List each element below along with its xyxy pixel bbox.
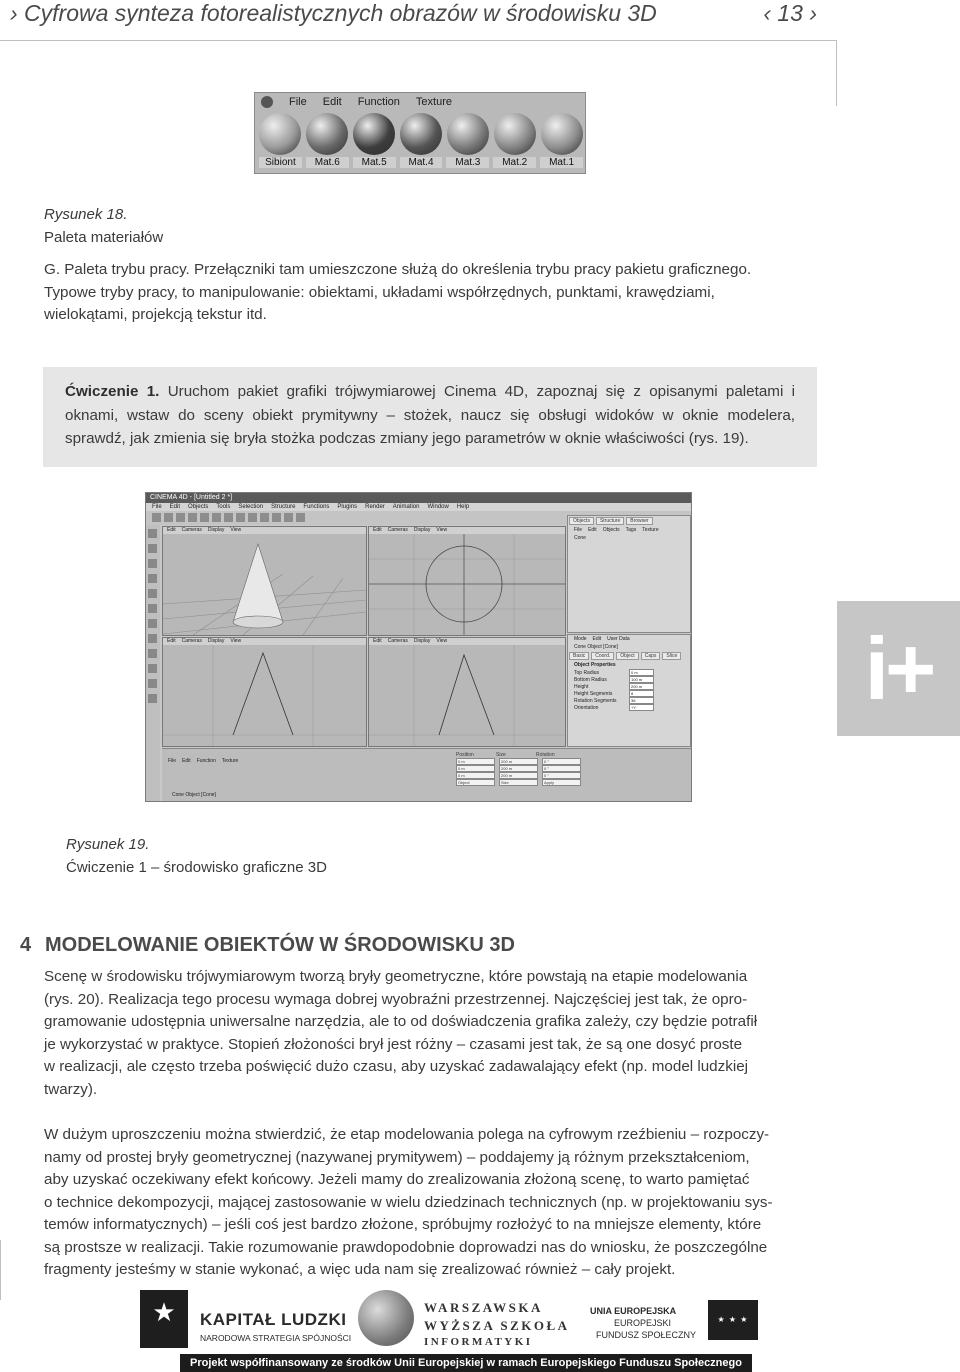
star-icon: ★ bbox=[152, 1297, 176, 1327]
c4d-menu-item[interactable]: Objects bbox=[188, 504, 209, 510]
coord-header-position: Position bbox=[456, 751, 474, 758]
ue-title: UNIA EUROPEJSKA bbox=[590, 1306, 677, 1316]
footer-rule bbox=[0, 1240, 1, 1300]
tool-deformer-icon[interactable] bbox=[284, 513, 293, 522]
mm-menu-texture[interactable]: Texture bbox=[221, 758, 239, 764]
menu-function[interactable]: Function bbox=[357, 96, 400, 108]
material-ball-icon bbox=[259, 113, 301, 155]
am-menu-userdata[interactable]: User Data bbox=[607, 636, 630, 642]
tab-browser[interactable]: Browser bbox=[626, 517, 652, 525]
mm-menu-edit[interactable]: Edit bbox=[182, 758, 191, 764]
om-menu-objects[interactable]: Objects bbox=[602, 527, 620, 533]
material-palette-menubar bbox=[255, 93, 585, 111]
c4d-menu-item[interactable]: Selection bbox=[238, 504, 264, 510]
tab-objects[interactable]: Objects bbox=[569, 517, 594, 525]
attribute-manager bbox=[567, 634, 691, 747]
om-menu-texture[interactable]: Texture bbox=[642, 527, 659, 533]
figure19-number: Rysunek 19. bbox=[66, 836, 150, 853]
c4d-menu-item[interactable]: Help bbox=[456, 504, 470, 510]
page-number: ‹ 13 › bbox=[763, 0, 817, 26]
coord-row bbox=[452, 758, 688, 765]
c4d-menu-item[interactable]: Render bbox=[365, 504, 385, 510]
material-label: Mat.3 bbox=[446, 157, 489, 168]
mode-points-icon[interactable] bbox=[148, 589, 157, 598]
tab-structure[interactable]: Structure bbox=[596, 517, 624, 525]
property-row bbox=[568, 690, 690, 697]
tool-world-icon[interactable] bbox=[236, 513, 245, 522]
wsi-line-1: WARSZAWSKA bbox=[424, 1300, 543, 1315]
coord-headers bbox=[452, 751, 688, 758]
property-row bbox=[568, 697, 690, 704]
mode-polygons-icon[interactable] bbox=[148, 619, 157, 628]
property-label: Top Radius bbox=[574, 669, 600, 676]
om-menu-tags[interactable]: Tags bbox=[625, 527, 637, 533]
coord-fields bbox=[452, 758, 688, 779]
mode-workplane-icon[interactable] bbox=[148, 664, 157, 673]
c4d-menu-item[interactable]: Structure bbox=[271, 504, 296, 510]
top-view-scene bbox=[369, 534, 565, 635]
c4d-menu-item[interactable]: Functions bbox=[303, 504, 330, 510]
funding-footer-bar: Projekt współfinansowany ze środków Unii Europejskiej w ramach Europejskiego Funduszu Społecznego bbox=[180, 1354, 752, 1372]
property-value-field[interactable]: 200 m bbox=[629, 683, 654, 690]
am-menu-mode[interactable]: Mode bbox=[574, 636, 587, 642]
tool-nurbs-icon[interactable] bbox=[272, 513, 281, 522]
bottom-panels bbox=[162, 748, 691, 801]
paragraph-line: aby uzyskać oczekiwany efekt końcowy. Jeżeli mamy do zrealizowania złożoną scenę, to warto pamiętać bbox=[44, 1171, 750, 1188]
material-swatch[interactable] bbox=[540, 113, 583, 168]
c4d-window-title: CINEMA 4D - [Untitled 2 *] bbox=[146, 493, 691, 503]
ue-line-2: FUNDUSZ SPOŁECZNY bbox=[596, 1330, 697, 1340]
viewport-menubar bbox=[163, 527, 366, 534]
menu-edit[interactable]: Edit bbox=[322, 96, 342, 108]
material-list bbox=[255, 111, 585, 168]
ue-line-1: EUROPEJSKI bbox=[614, 1318, 672, 1328]
tool-move-icon[interactable] bbox=[164, 513, 173, 522]
section-title: MODELOWANIE OBIEKTÓW W ŚRODOWISKU 3D bbox=[45, 934, 515, 956]
wsi-line-3: INFORMATYKI bbox=[424, 1336, 533, 1348]
menu-file[interactable]: File bbox=[289, 96, 307, 108]
coord-field[interactable]: 0 ° bbox=[542, 758, 581, 765]
paragraph-g-line: G. Paleta trybu pracy. Przełączniki tam umieszczone służą do określenia trybu pracy pakietu graficznego. bbox=[44, 261, 752, 278]
property-value-field[interactable]: 100 m bbox=[629, 676, 654, 683]
apply-button[interactable]: Apply bbox=[542, 779, 581, 786]
material-swatch[interactable] bbox=[400, 113, 443, 168]
mode-model-icon[interactable] bbox=[148, 529, 157, 538]
vp-menu-view[interactable]: View bbox=[436, 527, 448, 533]
kapital-ludzki-subtitle: NARODOWA STRATEGIA SPÓJNOŚCI bbox=[200, 1333, 352, 1343]
cinema4d-icon bbox=[261, 96, 273, 108]
vp-menu-cameras[interactable]: Cameras bbox=[181, 527, 202, 533]
tab-coord[interactable]: Coord. bbox=[591, 652, 614, 660]
object-list-item[interactable] bbox=[568, 534, 690, 542]
c4d-menu-item[interactable]: Edit bbox=[169, 504, 181, 510]
mode-lock-icon[interactable] bbox=[148, 679, 157, 688]
tool-scale-icon[interactable] bbox=[176, 513, 185, 522]
object-properties-header: Object Properties bbox=[574, 662, 616, 668]
header-rule-vertical bbox=[836, 40, 837, 106]
coord-header-size: Size bbox=[496, 751, 506, 758]
globe-icon bbox=[358, 1290, 414, 1346]
eu-flag-icon: ★ ★ ★ bbox=[708, 1300, 758, 1340]
figure18-caption bbox=[44, 203, 163, 249]
paragraph-line: fragmenty jesteśmy w stanie wykonać, a więc uda nam się zrealizować również – cały projekt. bbox=[44, 1261, 676, 1278]
running-header-title: › Cyfrowa synteza fotorealistycznych obrazów w środowisku 3D bbox=[10, 0, 657, 26]
viewport-front[interactable] bbox=[368, 637, 566, 747]
paragraph-g-line: Typowe tryby pracy, to manipulowanie: obiektami, układami współrzędnych, punktami, krawędziami, bbox=[44, 283, 715, 301]
right-view-scene bbox=[163, 645, 366, 746]
tool-x-axis-icon[interactable] bbox=[200, 513, 209, 522]
tool-camera-icon[interactable] bbox=[296, 513, 305, 522]
coord-row bbox=[452, 765, 688, 772]
vp-menu-display[interactable]: Display bbox=[413, 638, 431, 644]
vp-menu-edit[interactable]: Edit bbox=[167, 638, 176, 644]
property-row bbox=[568, 683, 690, 690]
coord-header-rotation: Rotation bbox=[536, 751, 555, 758]
coord-field[interactable]: 0 m bbox=[456, 765, 495, 772]
property-row bbox=[568, 704, 690, 711]
vp-menu-edit[interactable]: Edit bbox=[167, 527, 176, 533]
am-menu-edit[interactable]: Edit bbox=[592, 636, 602, 642]
mm-menu-function[interactable]: Function bbox=[196, 758, 216, 764]
tab-object[interactable]: Object bbox=[616, 652, 638, 660]
tool-cube-icon[interactable] bbox=[260, 513, 269, 522]
coord-size-dropdown[interactable]: Size bbox=[499, 779, 538, 786]
paragraph-line: W dużym uproszczeniu można stwierdzić, że etap modelowania polega na cyfrowym rzeźbieniu – rozpoczy- bbox=[44, 1126, 770, 1143]
coord-field[interactable]: 0 m bbox=[456, 772, 495, 779]
tool-undo-icon[interactable] bbox=[152, 513, 161, 522]
front-view-scene bbox=[369, 645, 565, 746]
vp-menu-view[interactable]: View bbox=[230, 638, 242, 644]
viewport-menubar bbox=[163, 638, 366, 645]
c4d-menu-item[interactable]: Window bbox=[427, 504, 449, 510]
cinema4d-screenshot bbox=[145, 492, 692, 802]
paragraph-line: temów informatycznych) – jeśli coś jest bardzo złożone, spróbujmy rozłożyć to na mniejsze elementy, które bbox=[44, 1216, 762, 1233]
figure19-title: Ćwiczenie 1 – środowisko graficzne 3D bbox=[66, 859, 327, 876]
paragraph-line: namy od prostej bryły geometrycznej (nazywanej prymitywem) – poddajemy ją różnym przekształceniom, bbox=[44, 1148, 750, 1166]
coord-field[interactable]: 0 ° bbox=[542, 772, 581, 779]
paragraph-line: są prostsze w realizacji. Takie rozumowanie prawdopodobnie doprowadzi nas do wniosku, że poszczególne bbox=[44, 1238, 768, 1256]
tab-caps[interactable]: Caps bbox=[641, 652, 661, 660]
paragraph-2 bbox=[44, 1124, 824, 1282]
material-ball-icon bbox=[400, 113, 442, 155]
coord-field[interactable]: 0 m bbox=[456, 758, 495, 765]
object-manager bbox=[567, 515, 691, 633]
property-row bbox=[568, 669, 690, 676]
vp-menu-view[interactable]: View bbox=[230, 527, 242, 533]
material-label: Mat.1 bbox=[540, 157, 583, 168]
c4d-menu-item[interactable]: Animation bbox=[392, 504, 420, 510]
property-value-field[interactable]: 36 bbox=[629, 697, 654, 704]
om-menu-file[interactable]: File bbox=[574, 527, 583, 533]
coord-field[interactable]: 200 m bbox=[499, 772, 538, 779]
object-manager-tabs bbox=[568, 516, 690, 526]
object-manager-menu bbox=[568, 526, 690, 534]
vp-menu-edit[interactable]: Edit bbox=[373, 638, 382, 644]
coordinate-manager bbox=[452, 751, 688, 786]
tool-y-axis-icon[interactable] bbox=[212, 513, 221, 522]
status-bar: Cone Object [Cone] bbox=[172, 792, 216, 798]
paragraph-line: je wykorzystać w praktyce. Stopień złożoności brył jest różny – czasami jest tak, że są one dosyć proste bbox=[44, 1035, 743, 1053]
property-value-field[interactable]: +Y bbox=[629, 704, 654, 711]
material-ball-icon bbox=[306, 113, 348, 155]
vp-menu-cameras[interactable]: Cameras bbox=[387, 638, 408, 644]
paragraph-line: w realizacji, ale często trzeba poświęcić dużo czasu, aby uzyskać zadawalający efekt (np. model ludzkiej bbox=[44, 1058, 749, 1075]
vp-menu-view[interactable]: View bbox=[436, 638, 448, 644]
om-menu-edit[interactable]: Edit bbox=[588, 527, 597, 533]
material-swatch[interactable] bbox=[493, 113, 536, 168]
perspective-scene bbox=[163, 534, 366, 635]
property-value-field[interactable]: 8 bbox=[629, 690, 654, 697]
material-label: Mat.6 bbox=[306, 157, 349, 168]
paragraph-1 bbox=[44, 966, 824, 1101]
tab-basic[interactable]: Basic bbox=[569, 652, 589, 660]
exercise-label: Ćwiczenie 1. bbox=[65, 383, 160, 400]
property-row bbox=[568, 676, 690, 683]
vp-menu-cameras[interactable]: Cameras bbox=[181, 638, 202, 644]
coord-field[interactable]: 0 ° bbox=[542, 765, 581, 772]
vp-menu-display[interactable]: Display bbox=[413, 527, 431, 533]
material-label: Sibiont bbox=[259, 157, 302, 168]
attribute-tabs bbox=[568, 651, 690, 661]
header-rule bbox=[0, 40, 836, 41]
material-palette-figure bbox=[254, 92, 586, 174]
viewport-perspective[interactable] bbox=[162, 526, 367, 636]
viewport-menubar bbox=[369, 638, 565, 645]
exercise-body: Uruchom pakiet grafiki trójwymiarowej Cinema 4D, zapoznaj się z opisanymi paletami i oknami, wstaw do sceny obiekt prymitywny – stożek, naucz się obsługi widoków w oknie modelera, sprawdź, jak zmienia się bryła stożka podczas zmiany jego parametrów w oknie właściwości (rys. 19). bbox=[65, 383, 795, 447]
mode-texture-icon[interactable] bbox=[148, 559, 157, 568]
menu-texture[interactable]: Texture bbox=[415, 96, 452, 108]
material-label: Mat.4 bbox=[400, 157, 443, 168]
wsi-line-2: WYŻSZA SZKOŁA bbox=[424, 1318, 570, 1333]
mode-axis-icon[interactable] bbox=[148, 574, 157, 583]
paragraph-line: gramowanie udostępnia uniwersalne narzędzia, ale to od doświadczenia grafika zależy, czy będzie potrafił bbox=[44, 1013, 758, 1030]
coord-row bbox=[452, 772, 688, 779]
attribute-manager-menu bbox=[568, 635, 690, 643]
figure19-caption bbox=[66, 833, 327, 879]
material-ball-icon bbox=[541, 113, 583, 155]
vp-menu-display[interactable]: Display bbox=[207, 638, 225, 644]
kapital-ludzki-title: KAPITAŁ LUDZKI bbox=[200, 1310, 347, 1329]
viewport-right[interactable] bbox=[162, 637, 367, 747]
coord-buttons bbox=[452, 779, 688, 786]
mode-tweak-icon[interactable] bbox=[148, 634, 157, 643]
material-swatch[interactable] bbox=[446, 113, 489, 168]
exercise-text bbox=[65, 380, 795, 451]
mode-edges-icon[interactable] bbox=[148, 604, 157, 613]
material-label: Mat.2 bbox=[493, 157, 536, 168]
exercise-box bbox=[43, 367, 817, 467]
figure18-title: Paleta materiałów bbox=[44, 229, 164, 246]
material-swatch[interactable] bbox=[306, 113, 349, 168]
attribute-title: Cone Object [Cone] bbox=[574, 644, 618, 650]
mm-menu-file[interactable]: File bbox=[168, 758, 177, 764]
section-number: 4 bbox=[20, 934, 32, 956]
c4d-menu-item[interactable]: Tools bbox=[216, 504, 231, 510]
vp-menu-edit[interactable]: Edit bbox=[373, 527, 382, 533]
material-label: Mat.5 bbox=[353, 157, 396, 168]
object-properties-list bbox=[568, 669, 690, 711]
property-label: Rotation Segments bbox=[574, 697, 617, 704]
paragraph-line: o technice dekompozycji, mającej zastosowanie w wielu dziedzinach technicznych (np. w projektowaniu sys- bbox=[44, 1193, 773, 1211]
tool-z-axis-icon[interactable] bbox=[224, 513, 233, 522]
material-ball-icon bbox=[494, 113, 536, 155]
material-ball-icon bbox=[447, 113, 489, 155]
mode-object-icon[interactable] bbox=[148, 544, 157, 553]
material-ball-icon bbox=[353, 113, 395, 155]
property-value-field[interactable]: 0 m bbox=[629, 669, 654, 676]
property-label: Orientation bbox=[574, 704, 599, 711]
material-swatch[interactable] bbox=[353, 113, 396, 168]
c4d-menu-item[interactable]: File bbox=[152, 504, 162, 510]
coord-mode-dropdown[interactable]: Object bbox=[456, 779, 495, 786]
i-plus-badge: i+ bbox=[837, 601, 960, 736]
mode-snap-icon[interactable] bbox=[148, 649, 157, 658]
coord-field[interactable]: 200 m bbox=[499, 758, 538, 765]
viewport-top[interactable] bbox=[368, 526, 566, 636]
property-label: Bottom Radius bbox=[574, 676, 607, 683]
tab-slice[interactable]: Slice bbox=[662, 652, 681, 660]
object-name-cone[interactable]: Cone bbox=[574, 535, 586, 541]
paragraph-g bbox=[44, 259, 844, 327]
vp-menu-cameras[interactable]: Cameras bbox=[387, 527, 408, 533]
coord-field[interactable]: 200 m bbox=[499, 765, 538, 772]
c4d-menu-item[interactable]: Plugins bbox=[337, 504, 358, 510]
c4d-mode-palette bbox=[146, 525, 160, 801]
vp-menu-display[interactable]: Display bbox=[207, 527, 225, 533]
paragraph-g-line: wielokątami, projekcją tekstur itd. bbox=[44, 306, 267, 323]
paragraph-line: Scenę w środowisku trójwymiarowym tworzą bryły geometryczne, które powstają na etapie modelowania bbox=[44, 968, 748, 985]
material-swatch[interactable] bbox=[259, 113, 302, 168]
property-label: Height Segments bbox=[574, 690, 613, 697]
tool-render-icon[interactable] bbox=[248, 513, 257, 522]
property-label: Height bbox=[574, 683, 589, 690]
paragraph-line: twarzy). bbox=[44, 1080, 98, 1098]
tool-rotate-icon[interactable] bbox=[188, 513, 197, 522]
mode-paint-icon[interactable] bbox=[148, 694, 157, 703]
c4d-menubar bbox=[146, 503, 691, 511]
paragraph-line: (rys. 20). Realizacja tego procesu wymaga dobrej wyobraźni przestrzennej. Najczęściej jest tak, że opro- bbox=[44, 990, 748, 1008]
viewport-menubar bbox=[369, 527, 565, 534]
figure18-number: Rysunek 18. bbox=[44, 206, 128, 223]
